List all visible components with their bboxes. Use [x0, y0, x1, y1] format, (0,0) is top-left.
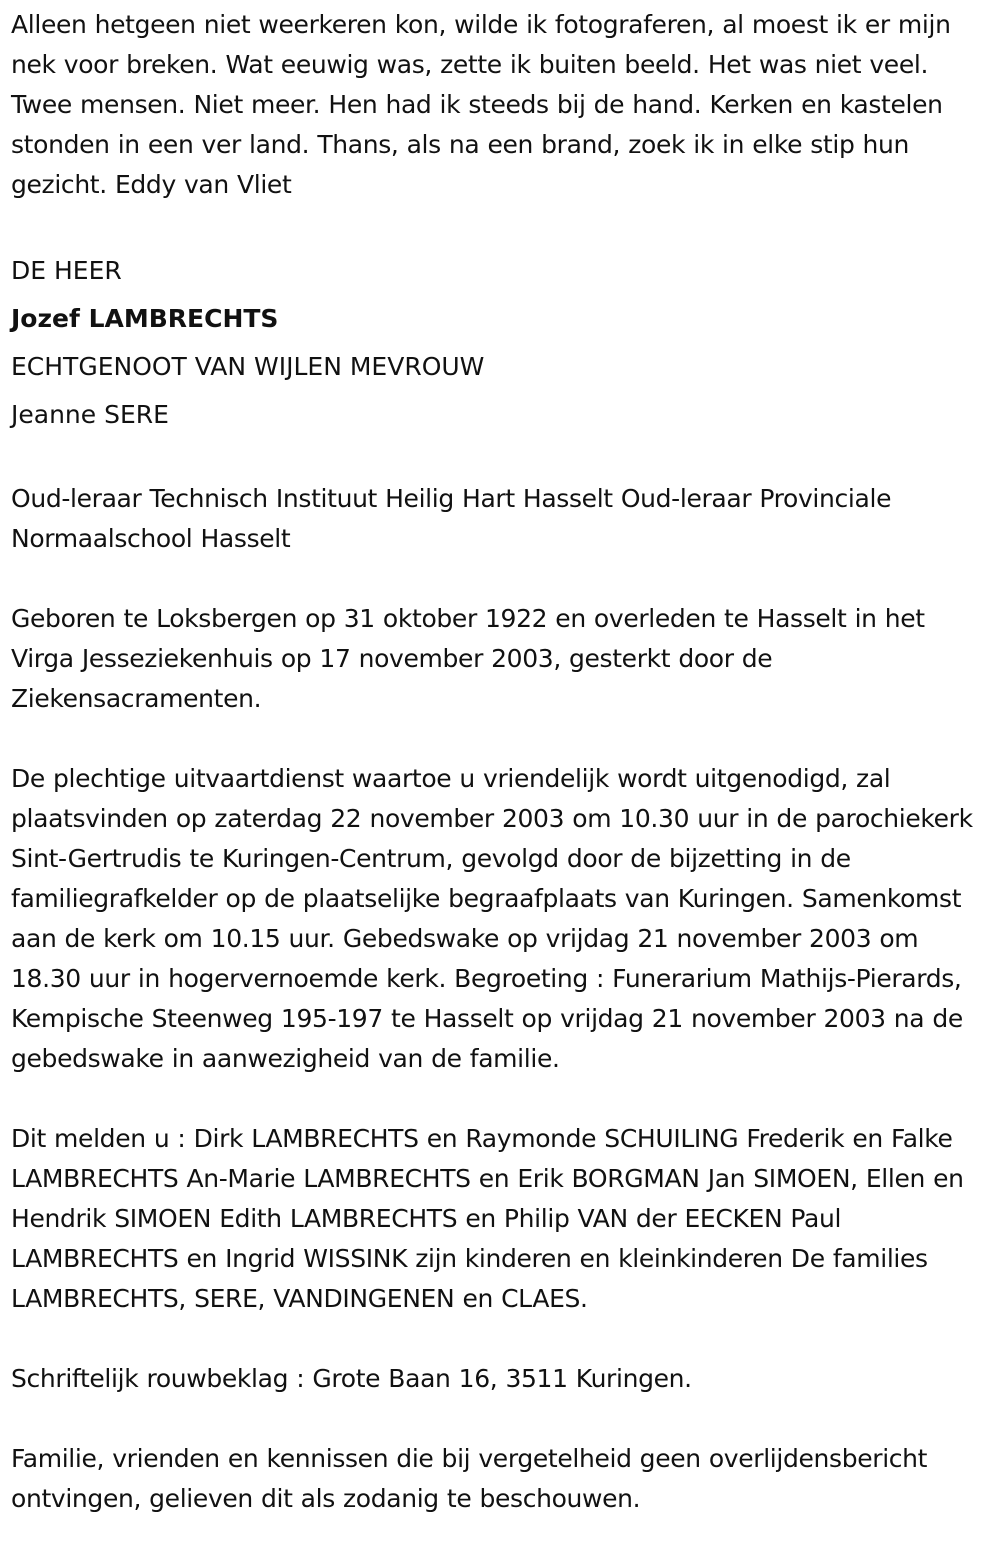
spacer [11, 719, 995, 759]
deceased-name: Jozef LAMBRECHTS [11, 304, 279, 333]
closing-paragraph: Familie, vrienden en kennissen die bij vergetelheid geen overlijdensbericht ontvingen, gelieven dit als zodanig te beschouwen. [11, 1444, 928, 1513]
occupation-paragraph: Oud-leraar Technisch Instituut Heilig Hart Hasselt Oud-leraar Provinciale Normaalschool Hasselt [11, 484, 892, 553]
spouse-name: Jeanne SERE [11, 400, 169, 429]
poem-paragraph: Alleen hetgeen niet weerkeren kon, wilde ik fotograferen, al moest ik er mijn nek voor breken. Wat eeuwig was, zette ik buiten beeld. Het was niet veel. Twee mensen. Niet meer. Hen had ik steeds bij de hand. Kerken en kastelen stonden in een ver land. Thans, als na een brand, zoek ik in elke stip hun gezicht. Eddy van Vliet [11, 10, 951, 199]
condolences-paragraph: Schriftelijk rouwbeklag : Grote Baan 16, 3511 Kuringen. [11, 1364, 692, 1393]
deceased-header [11, 247, 995, 439]
birth-death-paragraph: Geboren te Loksbergen op 31 oktober 1922 en overleden te Hasselt in het Virga Jesseziekenhuis op 17 november 2003, gesterkt door de Ziekensacramenten. [11, 604, 925, 713]
spacer [11, 559, 995, 599]
spacer [11, 1399, 995, 1439]
spacer [11, 1319, 995, 1359]
deceased-title: DE HEER [11, 256, 122, 285]
spacer [11, 439, 995, 479]
obituary-document [11, 5, 995, 1519]
funeral-paragraph: De plechtige uitvaartdienst waartoe u vriendelijk wordt uitgenodigd, zal plaatsvinden op zaterdag 22 november 2003 om 10.30 uur in de parochiekerk Sint-Gertrudis te Kuringen-Centrum, gevolgd door de bijzetting in de familiegrafkelder op de plaatselijke begraafplaats van Kuringen. Samenkomst aan de kerk om 10.15 uur. Gebedswake op vrijdag 21 november 2003 om 18.30 uur in hogervernoemde kerk. Begroeting : Funerarium Mathijs-Pierards, Kempische Steenweg 195-197 te Hasselt op vrijdag 21 november 2003 na de gebedswake in aanwezigheid van de familie. [11, 764, 973, 1073]
family-paragraph: Dit melden u : Dirk LAMBRECHTS en Raymonde SCHUILING Frederik en Falke LAMBRECHTS An-Marie LAMBRECHTS en Erik BORGMAN Jan SIMOEN, Ellen en Hendrik SIMOEN Edith LAMBRECHTS en Philip VAN der EECKEN Paul LAMBRECHTS en Ingrid WISSINK zijn kinderen en kleinkinderen De families LAMBRECHTS, SERE, VANDINGENEN en CLAES. [11, 1124, 964, 1313]
deceased-relation: ECHTGENOOT VAN WIJLEN MEVROUW [11, 352, 485, 381]
spacer [11, 1079, 995, 1119]
